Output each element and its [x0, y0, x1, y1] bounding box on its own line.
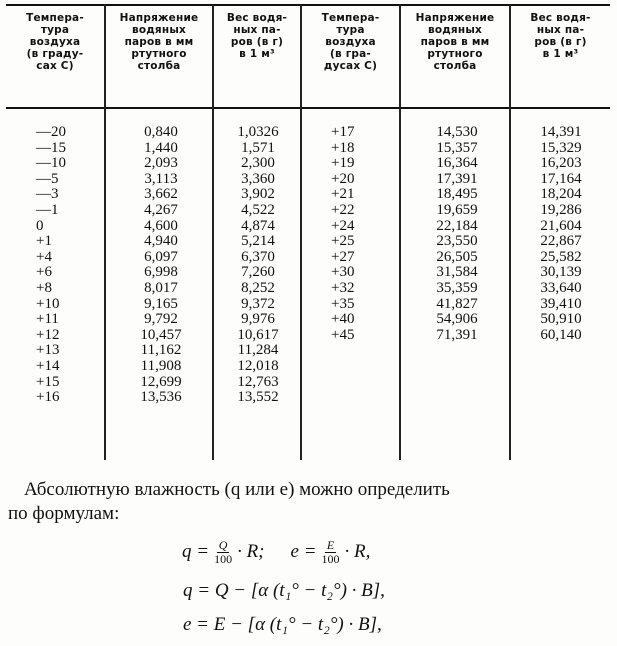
cell-temperature: +4: [36, 248, 52, 265]
cell-temperature: —3: [36, 186, 59, 203]
cell-temperature: +15: [36, 373, 60, 390]
cell-vapor-pressure: 10,457: [140, 326, 182, 343]
cell-temperature: —1: [36, 201, 59, 218]
column-weight-left: [218, 125, 298, 406]
cell-vapor-pressure: 3,113: [144, 170, 178, 187]
cell-vapor-pressure: 15,357: [436, 139, 478, 156]
cell-temperature: +8: [36, 279, 52, 296]
cell-temperature: +14: [36, 357, 60, 374]
cell-temperature: +19: [331, 155, 355, 172]
column-temperature-right: [331, 125, 395, 343]
cell-temperature: +40: [331, 311, 355, 328]
cell-temperature: +10: [36, 295, 60, 312]
header-pressure-left: Напряжение водяных паров в мм ртутного столба: [119, 12, 199, 72]
cell-vapor-pressure: 0,840: [144, 124, 178, 140]
formula-lhs: e =: [290, 541, 317, 562]
cell-vapor-weight: 13,552: [237, 389, 279, 406]
cell-vapor-weight: 6,370: [241, 248, 275, 265]
cell-vapor-pressure: 8,017: [144, 279, 178, 296]
cell-temperature: +16: [36, 389, 60, 406]
table-top-rule: [6, 4, 610, 6]
column-weight-right: [518, 125, 604, 343]
cell-vapor-pressure: 23,550: [436, 233, 478, 250]
cell-vapor-pressure: 16,364: [436, 155, 478, 172]
cell-vapor-pressure: 17,391: [436, 170, 478, 187]
cell-vapor-weight: 9,976: [241, 311, 275, 328]
cell-vapor-weight: 60,140: [540, 326, 582, 343]
cell-vapor-pressure: 26,505: [436, 248, 478, 265]
cell-vapor-weight: 2,300: [241, 155, 275, 172]
cell-vapor-pressure: 18,495: [436, 186, 478, 203]
cell-vapor-weight: 4,874: [241, 217, 275, 234]
cell-vapor-weight: 16,203: [540, 155, 582, 172]
cell-vapor-weight: 7,260: [241, 264, 275, 281]
cell-temperature: +45: [331, 326, 355, 343]
column-pressure-right: [411, 125, 503, 343]
cell-temperature: +1: [36, 233, 52, 250]
formula-relative: [182, 534, 370, 570]
cell-vapor-pressure: 3,662: [144, 186, 178, 203]
column-temperature-left: [36, 125, 100, 406]
cell-vapor-weight: 12,018: [237, 357, 279, 374]
formula-q: q = Q − [α (t₁° − t₂°) · B],: [183, 580, 385, 601]
fraction: [212, 539, 234, 566]
cell-temperature: +30: [331, 264, 355, 281]
cell-vapor-pressure: 4,600: [144, 217, 178, 234]
header-temperature-left: Темпера- тура воздуха (в граду- сах С): [26, 12, 84, 72]
cell-temperature: +6: [36, 264, 52, 281]
column-pressure-left: [116, 125, 206, 406]
cell-vapor-weight: 21,604: [540, 217, 582, 234]
cell-temperature: —15: [36, 139, 66, 156]
cell-vapor-weight: 33,640: [540, 279, 582, 296]
cell-temperature: +35: [331, 295, 355, 312]
cell-temperature: —20: [36, 124, 66, 140]
cell-vapor-pressure: 4,940: [144, 233, 178, 250]
cell-vapor-weight: 19,286: [540, 201, 582, 218]
cell-vapor-weight: 11,284: [237, 342, 279, 359]
cell-temperature: +20: [331, 170, 355, 187]
cell-vapor-pressure: 14,530: [436, 124, 478, 140]
cell-vapor-weight: 39,410: [540, 295, 582, 312]
fraction-denominator: 100: [321, 551, 340, 566]
header-pressure-right: Напряжение водяных паров в мм ртутного столба: [415, 12, 495, 72]
header-weight-left: Вес водя- ных па- ров (в г) в 1 м³: [226, 12, 288, 60]
cell-temperature: +13: [36, 342, 60, 359]
cell-vapor-weight: 1,571: [241, 139, 275, 156]
cell-vapor-pressure: 31,584: [436, 264, 478, 281]
cell-vapor-weight: 15,329: [540, 139, 582, 156]
cell-vapor-weight: 30,139: [540, 264, 582, 281]
cell-temperature: 0: [36, 217, 44, 234]
cell-temperature: +11: [36, 311, 59, 328]
cell-vapor-pressure: 71,391: [436, 326, 478, 343]
cell-vapor-weight: 18,204: [540, 186, 582, 203]
cell-temperature: +25: [331, 233, 355, 250]
cell-vapor-pressure: 4,267: [144, 201, 178, 218]
cell-vapor-weight: 5,214: [241, 233, 275, 250]
cell-vapor-pressure: 9,165: [144, 295, 178, 312]
cell-vapor-weight: 50,910: [540, 311, 582, 328]
cell-vapor-pressure: 41,827: [436, 295, 478, 312]
cell-vapor-pressure: 9,792: [144, 311, 178, 328]
fraction-numerator: Q: [218, 537, 228, 552]
cell-vapor-pressure: 35,359: [436, 279, 478, 296]
cell-vapor-weight: 9,372: [241, 295, 275, 312]
cell-temperature: +22: [331, 201, 355, 218]
cell-vapor-weight: 3,360: [241, 170, 275, 187]
cell-vapor-weight: 17,164: [540, 170, 582, 187]
cell-vapor-pressure: 19,659: [436, 201, 478, 218]
cell-vapor-pressure: 11,908: [140, 357, 182, 374]
cell-vapor-weight: 12,763: [237, 373, 279, 390]
cell-temperature: +21: [331, 186, 355, 203]
formula-e: e = E − [α (t₁° − t₂°) · B],: [183, 614, 382, 635]
cell-temperature: +12: [36, 326, 60, 343]
fraction-numerator: E: [326, 537, 335, 552]
cell-vapor-pressure: 12,699: [140, 373, 182, 390]
cell-vapor-weight: 22,867: [540, 233, 582, 250]
cell-vapor-weight: 4,522: [241, 201, 275, 218]
fraction-denominator: 100: [214, 551, 233, 566]
cell-temperature: +32: [331, 279, 355, 296]
humidity-table: [6, 4, 610, 460]
body-paragraph: [8, 478, 598, 526]
paragraph-line: по формулам:: [8, 503, 120, 524]
cell-vapor-pressure: 13,536: [140, 389, 182, 406]
formula-rhs: · R,: [344, 541, 371, 562]
paragraph-line: Абсолютную влажность (q или e) можно определить: [24, 479, 450, 500]
cell-vapor-weight: 8,252: [241, 279, 275, 296]
cell-temperature: —5: [36, 170, 59, 187]
table-header-rule: [6, 107, 610, 109]
cell-temperature: +18: [331, 139, 355, 156]
cell-temperature: +17: [331, 124, 355, 140]
formula-rhs: · R;: [237, 541, 265, 562]
fraction: [320, 539, 342, 566]
cell-vapor-pressure: 11,162: [140, 342, 182, 359]
cell-vapor-pressure: 22,184: [436, 217, 478, 234]
header-weight-right: Вес водя- ных па- ров (в г) в 1 м³: [530, 12, 591, 60]
header-temperature-right: Темпера- тура воздуха (в гра- дусах С): [321, 12, 380, 72]
formula-lhs: q =: [182, 541, 210, 562]
cell-temperature: —10: [36, 155, 66, 172]
cell-temperature: +27: [331, 248, 355, 265]
cell-vapor-pressure: 6,998: [144, 264, 178, 281]
cell-temperature: +24: [331, 217, 355, 234]
cell-vapor-pressure: 1,440: [144, 139, 178, 156]
cell-vapor-weight: 25,582: [540, 248, 582, 265]
cell-vapor-weight: 3,902: [241, 186, 275, 203]
cell-vapor-pressure: 6,097: [144, 248, 178, 265]
cell-vapor-weight: 14,391: [540, 124, 582, 140]
cell-vapor-weight: 1,0326: [237, 124, 279, 140]
cell-vapor-pressure: 54,906: [436, 311, 478, 328]
cell-vapor-weight: 10,617: [237, 326, 279, 343]
cell-vapor-pressure: 2,093: [144, 155, 178, 172]
